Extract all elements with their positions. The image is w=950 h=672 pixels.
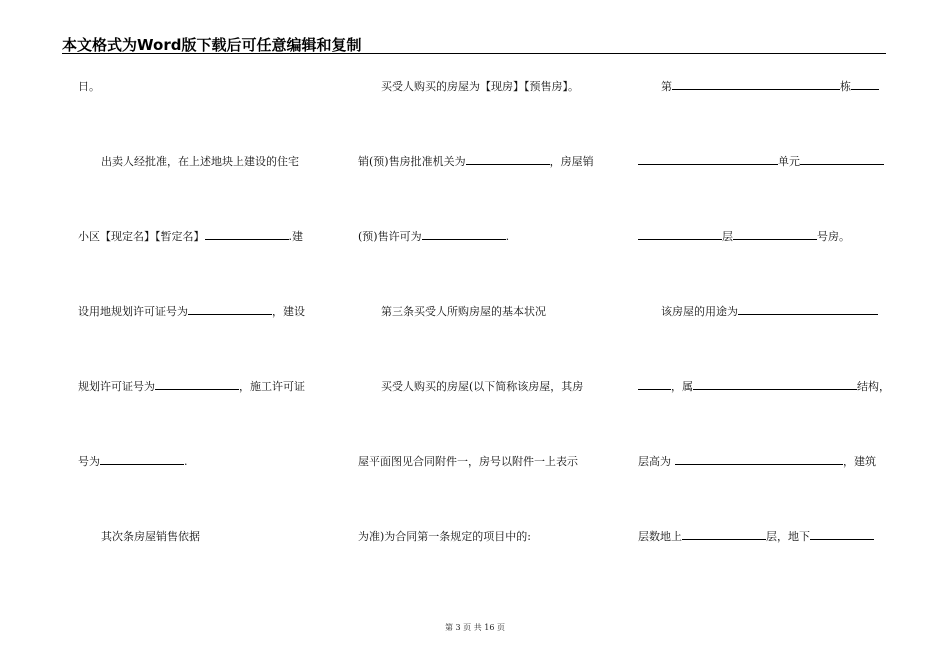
fill-blank: [672, 80, 840, 90]
fill-blank: [638, 380, 671, 390]
header-divider: [62, 53, 886, 54]
text-line: 单元: [638, 155, 884, 169]
text-line: 号为 .: [78, 455, 188, 468]
page-number: 第 3 页 共 16 页: [445, 623, 505, 632]
fill-blank: [682, 530, 766, 540]
text-line: 买受人购买的房屋(以下简称该房屋，其房: [381, 380, 584, 393]
text-line: 设用地规划许可证号为 ，建设: [78, 305, 305, 318]
fill-blank: [851, 80, 879, 90]
text-line: 规划许可证号为 ，施工许可证: [78, 380, 305, 393]
text-line: 屋平面图见合同附件一，房号以附件一上表示: [358, 455, 578, 468]
text-line: 为准)为合同第一条规定的项目中的:: [358, 530, 531, 543]
text-line: 第 栋: [661, 80, 879, 94]
fill-blank: [155, 380, 239, 390]
text-line: 小区【现定名】【暂定名】 .建: [78, 230, 303, 243]
page-header-title: 本文格式为Word版下载后可任意编辑和复制: [62, 36, 362, 54]
fill-blank: [675, 455, 843, 465]
text-line: 出卖人经批准，在上述地块上建设的住宅: [101, 155, 299, 168]
text-line: ，属 结构，: [638, 380, 890, 394]
fill-blank: [466, 155, 550, 165]
text-line: 日。: [78, 80, 100, 93]
section-heading: 第三条买受人所购房屋的基本状况: [381, 305, 546, 318]
text-line: 该房屋的用途为: [661, 305, 878, 319]
section-heading: 其次条房屋销售依据: [101, 530, 200, 543]
fill-blank: [738, 305, 878, 315]
fill-blank: [638, 155, 778, 165]
text-line: (预)售许可为 .: [358, 230, 510, 243]
fill-blank: [810, 530, 874, 540]
fill-blank: [733, 230, 817, 240]
fill-blank: [100, 455, 184, 465]
fill-blank: [205, 230, 289, 240]
text-line: 买受人购买的房屋为【现房】【预售房】。: [381, 80, 579, 93]
text-line: 层数地上 层，地下: [638, 530, 874, 544]
text-line: 层 号房。: [638, 230, 850, 244]
fill-blank: [638, 230, 722, 240]
text-line: 销(预)售房批准机关为 ，房屋销: [358, 155, 594, 168]
fill-blank: [188, 305, 272, 315]
fill-blank: [422, 230, 506, 240]
fill-blank: [693, 380, 857, 390]
fill-blank: [800, 155, 884, 165]
text-line: 层高为 ，建筑: [638, 455, 876, 468]
